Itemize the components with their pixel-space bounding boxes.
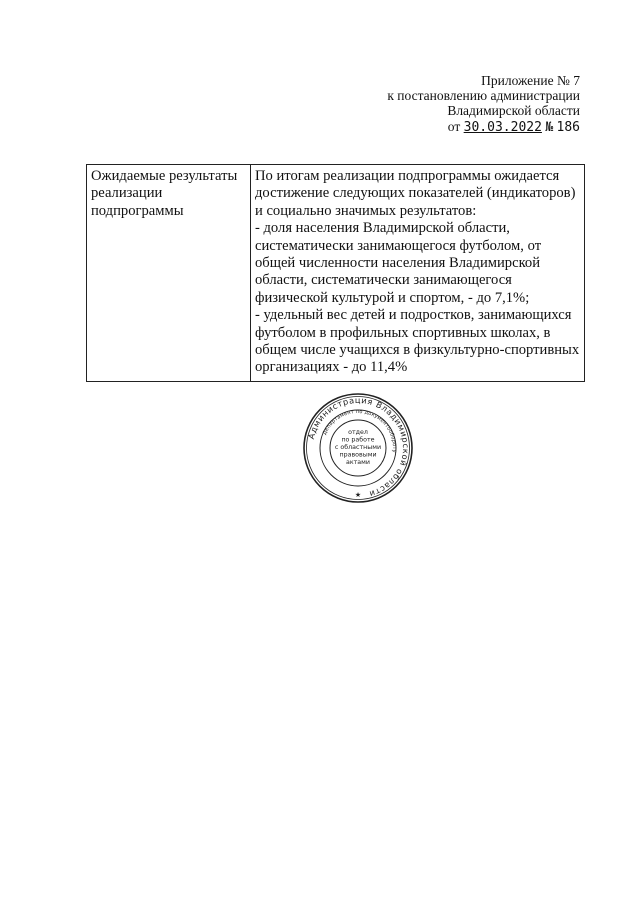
- label-cell: Ожидаемые результаты реализации подпрограммы: [87, 165, 251, 382]
- region-name: Владимирской области: [447, 103, 580, 118]
- date-line: [387, 119, 580, 135]
- stamp-star-icon: ★: [354, 491, 362, 499]
- content-item-1: - доля населения Владимирской области, систематически занимающегося футболом, от общей численности населения Владимирской области, систематически занимающегося физической культурой и спортом, - до 7,1%;: [255, 220, 542, 306]
- resolution-number: 186: [556, 120, 580, 135]
- number-sign: №: [545, 120, 554, 135]
- stamp-outer-text: Администрация Владимирской области: [305, 394, 412, 500]
- content-cell: [251, 165, 585, 382]
- appendix-header: [387, 73, 580, 135]
- stamp-center-line-5: актами: [345, 459, 371, 466]
- stamp-center-line-1: отдел: [348, 429, 368, 436]
- content-item-2: - удельный вес детей и подростков, занимающихся футболом в профильных спортивных школах, в общем числе учащихся в физкультурно-спортивных организациях - до 11,4%: [255, 307, 580, 376]
- resolution-date: 30.03.2022: [463, 120, 542, 135]
- stamp-center-line-2: по работе: [341, 436, 375, 444]
- results-table: [86, 164, 585, 382]
- content-intro: По итогам реализации подпрограммы ожидается достижение следующих показателей (индикаторов) и социально значимых результатов:: [255, 168, 576, 219]
- stamp-center-line-3: с областными: [334, 444, 382, 451]
- date-prefix: от: [447, 119, 461, 134]
- stamp-middle-text: Департамент по документообороту: [321, 408, 398, 454]
- official-stamp: [302, 392, 414, 504]
- stamp-center-line-4: правовыми: [339, 451, 377, 459]
- appendix-title: Приложение № 7: [481, 73, 580, 88]
- table-row: [87, 165, 585, 382]
- resolution-reference: к постановлению администрации: [387, 88, 580, 103]
